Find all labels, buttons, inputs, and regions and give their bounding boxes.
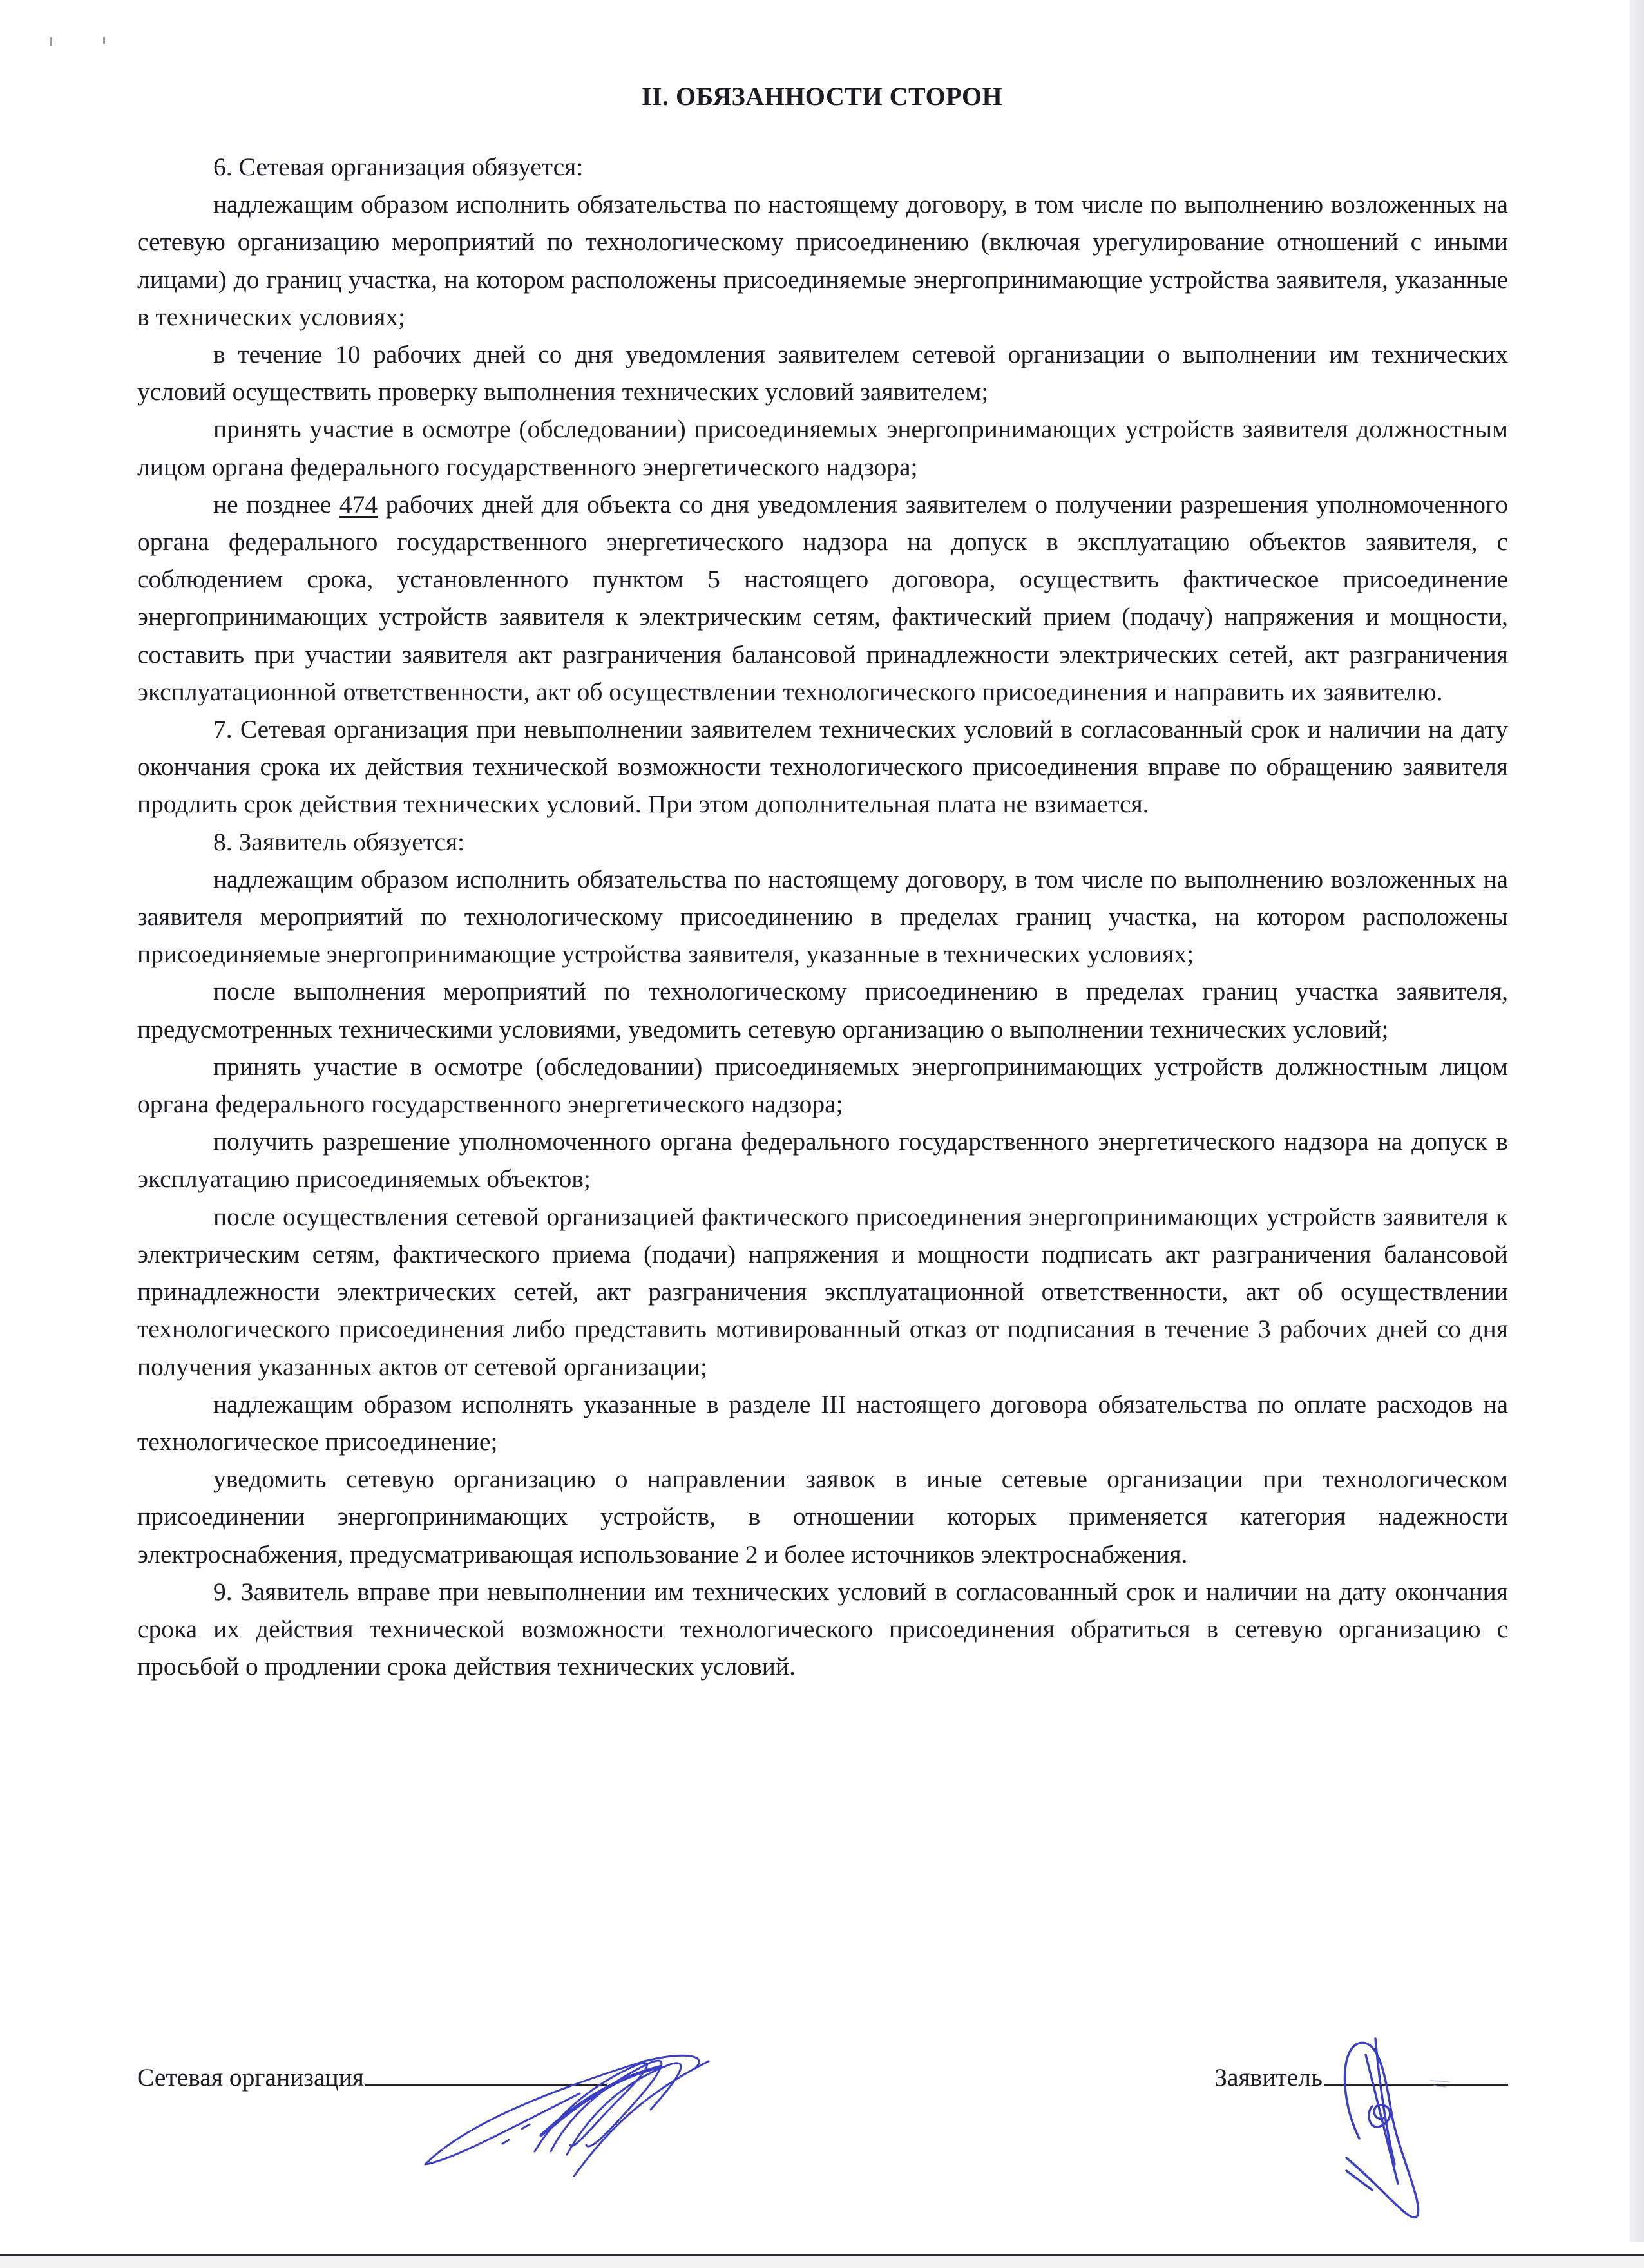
signature-strokes — [1345, 2039, 1419, 2218]
paragraph-6-obligation-4 — [137, 486, 1508, 710]
paragraph-9: 9. Заявитель вправе при невыполнении им технических условий в согласованный срок и наличии на дату окончания срока их действия технической возможности технологического присоединения обратиться в сетевую организацию с просьбой о продлении срока действия технических условий. — [137, 1577, 1508, 1681]
deadline-text-after: рабочих дней для объекта со дня уведомления заявителем о получении разрешения уполномоченного органа федерального государственного энергетического надзора на допуск в эксплуатацию объектов заявителя, с соблюдением срока, установленного пунктом 5 настоящего договора, осуществить фактическое присоединение энергопринимающих устройств заявителя к электрическим сетям, фактический прием (подачу) напряжения и мощности, составить при участии заявителя акт разграничения балансовой принадлежности электрических сетей, акт разграничения эксплуатационной ответственности, акт об осуществлении технологического присоединения и направить их заявителю. — [137, 490, 1509, 706]
scan-speck — [50, 37, 52, 46]
scan-edge-right — [1630, 0, 1644, 2242]
paragraph-8-obligation-2: после выполнения мероприятий по технологическому присоединению в пределах границ участка заявителя, предусмотренных техническими условиями, уведомить сетевую организацию о выполнении технических условий; — [137, 977, 1508, 1043]
scan-speck — [103, 37, 105, 44]
paragraph-6-obligation-1: надлежащим образом исполнить обязательства по настоящему договору, в том числе по выполнению возложенных на сетевую организацию мероприятий по технологическому присоединению (включая урегулирование отношений с иными лицами) до границ участка, на котором расположены присоединяемые энергопринимающие устройства заявителя, указанные в технических условиях; — [137, 190, 1508, 331]
paragraph-8-obligation-1: надлежащим образом исполнить обязательства по настоящему договору, в том числе по выполнению возложенных на заявителя мероприятий по технологическому присоединению в пределах границ участка, на котором расположены присоединяемые энергопринимающие устройства заявителя, указанные в технических условиях; — [137, 864, 1508, 969]
paragraph-8-obligation-6: надлежащим образом исполнять указанные в разделе III настоящего договора обязательства по оплате расходов на технологическое присоединение; — [137, 1389, 1508, 1456]
paragraph-7: 7. Сетевая организация при невыполнении заявителем технических условий в согласованный срок и наличии на дату окончания срока их действия технической возможности технологического присоединения вправе по обращению заявителя продлить срок действия технических условий. При этом дополнительная плата не взимается. — [137, 715, 1508, 819]
applicant-signature — [1333, 2035, 1475, 2229]
paragraph-6-heading: 6. Сетевая организация обязуется: — [213, 153, 584, 181]
deadline-days-value: 474 — [339, 490, 378, 519]
paragraph-6-obligation-2: в течение 10 рабочих дней со дня уведомления заявителем сетевой организации о выполнении им технических условий осуществить проверку выполнения технических условий заявителем; — [137, 340, 1508, 406]
paragraph-8-heading: 8. Заявитель обязуется: — [213, 827, 465, 856]
paragraph-8-obligation-5: после осуществления сетевой организацией фактического присоединения энергопринимающих устройств заявителя к электрическим сетям, фактического приема (подачи) напряжения и мощности подписать акт разграничения балансовой принадлежности электрических сетей, акт разграничения эксплуатационной ответственности, акт об осуществлении технологического присоединения либо представить мотивированный отказ от подписания в течение 3 рабочих дней со дня получения указанных актов от сетевой организации; — [137, 1202, 1508, 1381]
paragraph-8-obligation-4: получить разрешение уполномоченного органа федерального государственного энергетического надзора на допуск в эксплуатацию присоединяемых объектов; — [137, 1127, 1508, 1194]
applicant-label: Заявитель — [1214, 2063, 1323, 2092]
section-title: II. ОБЯЗАННОСТИ СТОРОН — [641, 82, 1003, 111]
signature-section — [137, 2059, 1508, 2130]
paragraph-6-obligation-3: принять участие в осмотре (обследовании) присоединяемых энергопринимающих устройств заявителя должностным лицом органа федерального государственного энергетического надзора; — [137, 415, 1508, 481]
paragraph-8-obligation-3: принять участие в осмотре (обследовании) присоединяемых энергопринимающих устройств должностным лицом органа федерального государственного энергетического надзора; — [137, 1052, 1508, 1119]
paragraph-8-obligation-7: уведомить сетевую организацию о направлении заявок в иные сетевые организации при технологическом присоединении энергопринимающих устройств, в отношении которых применяется категория надежности электроснабжения, предусматривающая использование 2 и более источников электроснабжения. — [137, 1465, 1508, 1568]
signature-faint-marks — [1430, 2081, 1449, 2087]
scan-edge-bottom — [0, 2254, 1644, 2268]
document-body — [137, 148, 1508, 1685]
deadline-text-before: не позднее — [213, 490, 339, 519]
network-org-label: Сетевая организация — [137, 2063, 364, 2092]
signature-strokes — [425, 2055, 709, 2177]
network-org-signature — [412, 2048, 773, 2177]
